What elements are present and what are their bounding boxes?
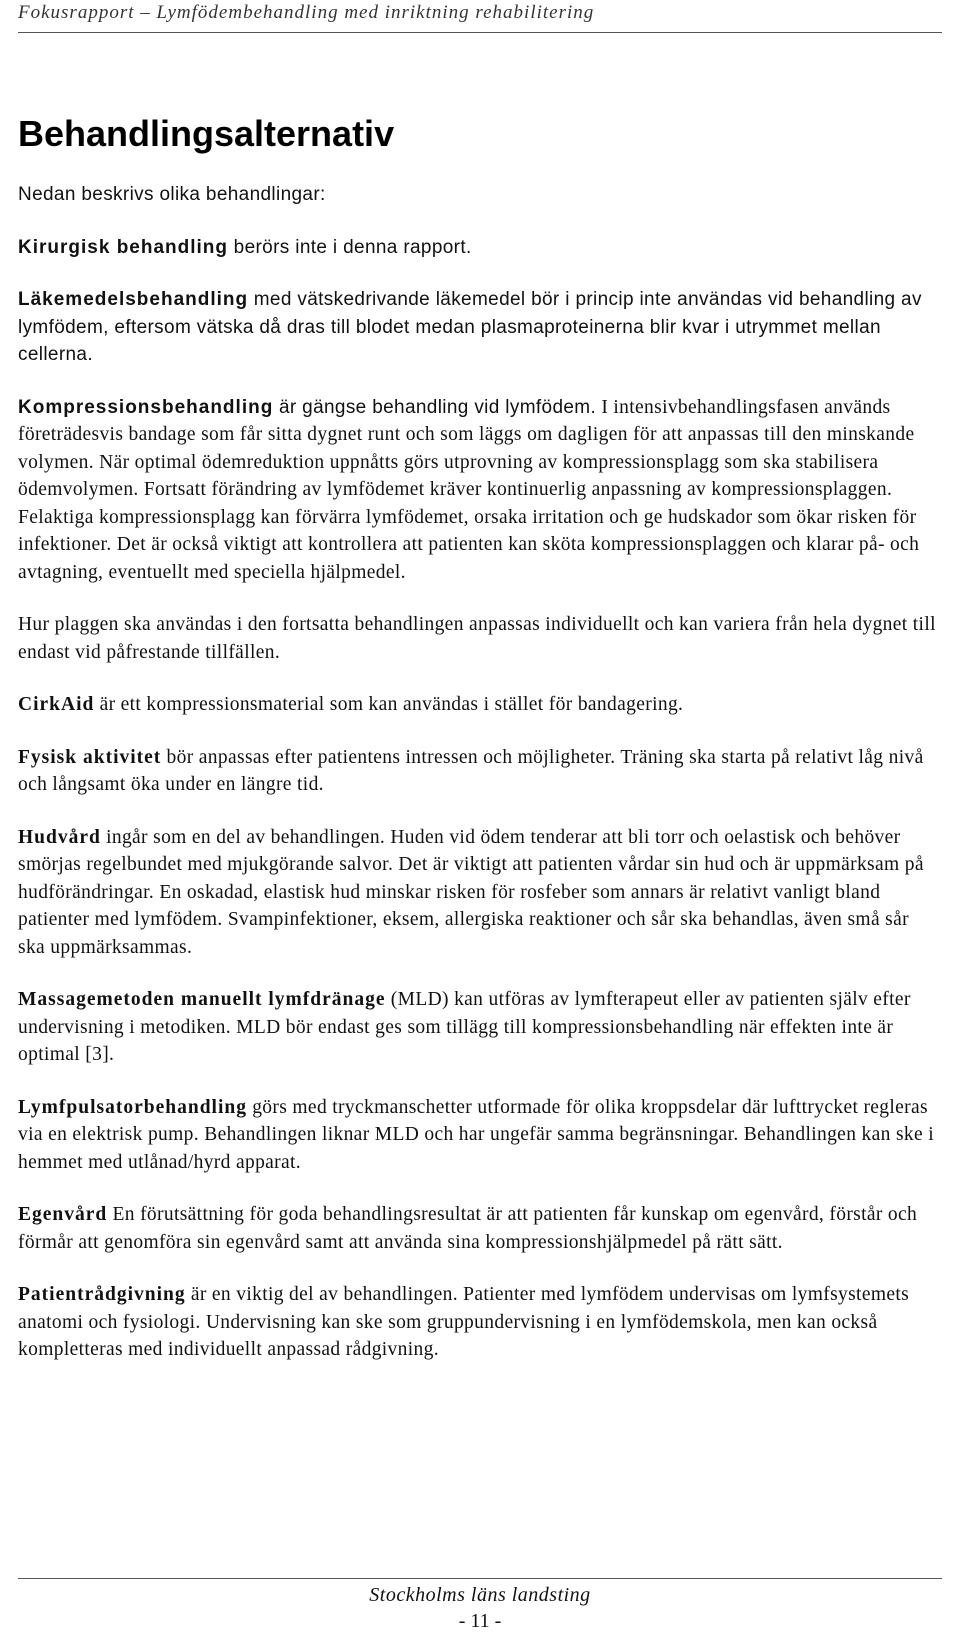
term-mld: Massagemetoden manuellt lymfdränage — [18, 989, 386, 1010]
term-cirkaid: CirkAid — [18, 694, 95, 715]
intro-paragraph: Nedan beskrivs olika behandlingar: — [18, 184, 326, 205]
text-lakemedel: med vätskedrivande läkemedel bör i princip inte användas vid behandling av lymfödem, eftersom vätska då dras till blodet medan plasmaproteinerna blir kvar i utrymmet mellan cellerna. — [18, 289, 922, 365]
paragraph-egenvard — [18, 1201, 940, 1256]
term-kompression: Kompressionsbehandling — [18, 396, 274, 418]
text-mld: (MLD) kan utföras av lymfterapeut eller av patienten själv efter undervisning i metodiken. MLD bör endast ges som tillägg till kompressionsbehandling när effekten inte är optimal [3]. — [18, 989, 911, 1065]
text-kompression-a: är gängse behandling vid lymfödem. — [273, 396, 597, 418]
footer-divider — [18, 1578, 942, 1579]
term-kirurgisk: Kirurgisk behandling — [18, 236, 229, 258]
term-patient: Patientrådgivning — [18, 1284, 186, 1305]
page-number: - 11 - — [458, 1610, 502, 1632]
text-hudvard: ingår som en del av behandlingen. Huden vid ödem tenderar att bli torr och oelastisk och behöver smörjas regelbundet med mjukgörande salvor. Det är viktigt att patienten vårdar sin hud och är uppmärksam på hudförändringar. En oskadad, elastisk hud minskar risken för rosfeber som annars är relativt vanligt bland patienter med lymfödem. Svampinfektioner, eksem, allergiska reaktioner och sår ska behandlas, även små sår ska uppmärksammas. — [18, 826, 924, 958]
paragraph-mld — [18, 986, 940, 1069]
text-egenvard: En förutsättning för goda behandlingsresultat är att patienten får kunskap om egenvård, förstår och förmår att genomföra sin egenvård samt att använda sina kompressionshjälpmedel på rätt sätt. — [18, 1204, 918, 1253]
page-header: Fokusrapport – Lymfödembehandling med inriktning rehabilitering — [18, 2, 942, 33]
term-fysisk: Fysisk aktivitet — [18, 746, 162, 768]
text-cirkaid: är ett kompressionsmaterial som kan användas i stället för bandagering. — [94, 694, 684, 715]
paragraph-cirkaid — [18, 691, 940, 719]
paragraph-plaggen: Hur plaggen ska användas i den fortsatta behandlingen anpassas individuellt och kan variera från hela dygnet till endast vid påfrestande tillfällen. — [18, 614, 936, 663]
term-lakemedel: Läkemedelsbehandling — [18, 289, 249, 310]
document-body — [18, 113, 940, 1389]
paragraph-kompression — [18, 394, 940, 587]
text-kompression-b: I intensivbehandlingsfasen används företrädesvis bandage som får sitta dygnet runt och som läggs om dagligen för att anpassas till den minskande volymen. När optimal ödemreduktion uppnåtts görs utprovning av kompressionsplagg som ska stabilisera ödemvolymen. Fortsatt förändring av lymfödemet kräver kontinuerlig anpassning av kompressionsplaggen. Felaktiga kompressionsplagg kan förvärra lymfödemet, orsaka irritation och ge hudskador som ökar risken för infektioner. Det är också viktigt att kontrollera att patienten kan sköta kompressionsplaggen och klarar på- och avtagning, eventuellt med speciella hjälpmedel. — [18, 396, 920, 583]
footer-organization: Stockholms läns landsting — [369, 1584, 591, 1606]
page-title: Behandlingsalternativ — [18, 113, 395, 154]
paragraph-kirurgisk — [18, 234, 940, 262]
paragraph-patient — [18, 1281, 940, 1364]
paragraph-lakemedel — [18, 286, 940, 369]
text-patient: är en viktig del av behandlingen. Patienter med lymfödem undervisas om lymfsystemets anatomi och fysiologi. Undervisning kan ske som gruppundervisning i en lymfödemskola, men kan också kompletteras med individuellt anpassad rådgivning. — [18, 1284, 910, 1360]
paragraph-fysisk — [18, 744, 940, 799]
term-egenvard: Egenvård — [18, 1204, 108, 1225]
term-hudvard: Hudvård — [18, 826, 101, 848]
text-kirurgisk: berörs inte i denna rapport. — [228, 236, 472, 258]
term-lymfpuls: Lymfpulsatorbehandling — [18, 1096, 247, 1118]
paragraph-hudvard — [18, 824, 940, 962]
text-fysisk: bör anpassas efter patientens intressen och möjligheter. Träning ska starta på relativt låg nivå och långsamt öka under en längre tid. — [18, 746, 924, 795]
paragraph-lymfpuls — [18, 1094, 940, 1177]
text-lymfpuls: görs med tryckmanschetter utformade för olika kroppsdelar där lufttrycket regleras via en elektrisk pump. Behandlingen liknar MLD och har ungefär samma begränsningar. Behandlingen kan ske i hemmet med utlånad/hyrd apparat. — [18, 1096, 934, 1173]
